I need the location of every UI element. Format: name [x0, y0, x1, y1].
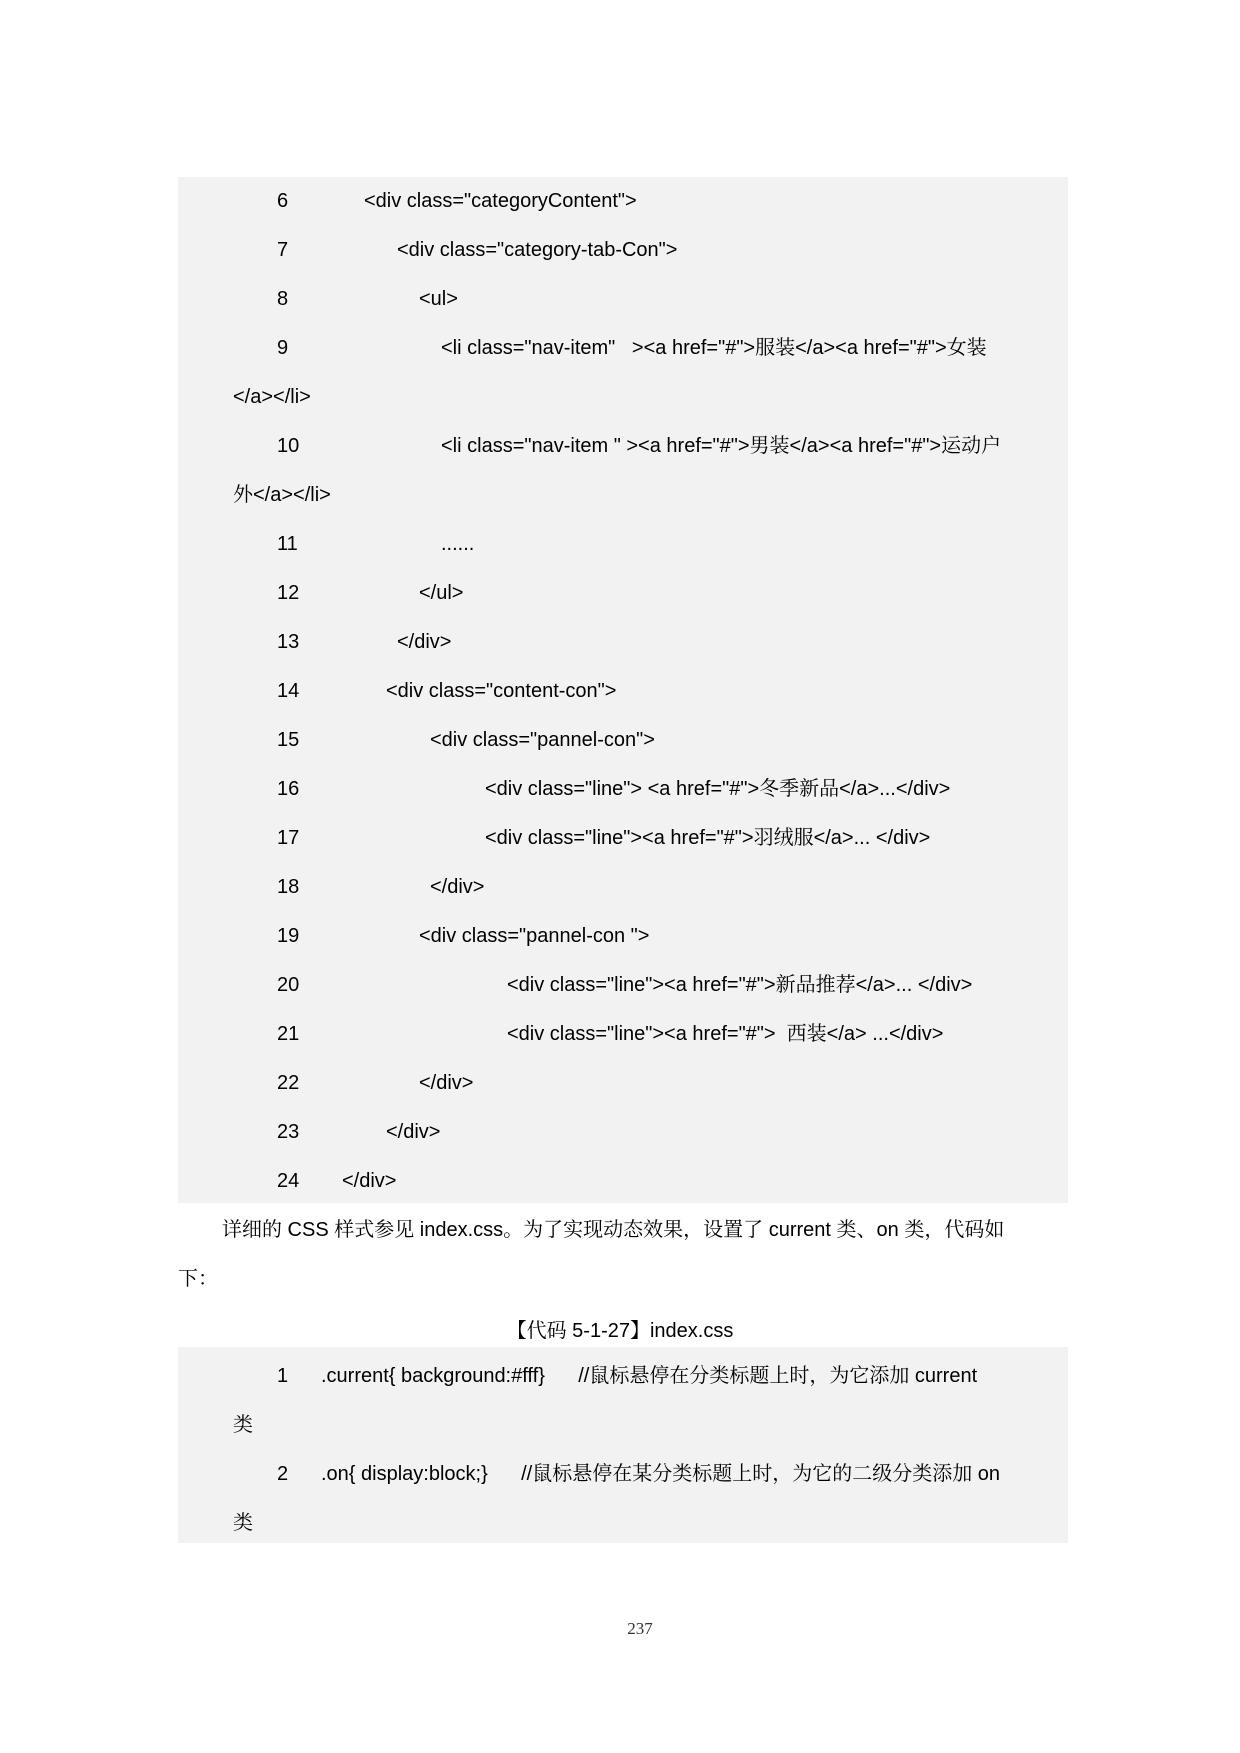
- code-line: <div class="pannel-con ">: [419, 925, 650, 947]
- code-line: <ul>: [419, 288, 458, 310]
- line-number: 1: [277, 1365, 289, 1387]
- code-line-continuation: </a></li>: [233, 386, 311, 408]
- code-line: <li class="nav-item" ><a href="#">服装</a><a href="#">女装: [441, 337, 987, 359]
- code-line: <div class="line"><a href="#">羽绒服</a>... </div>: [485, 827, 931, 849]
- code-line: ......: [441, 533, 475, 555]
- code-line: <div class="line"><a href="#"> 西装</a> ...</div>: [507, 1023, 944, 1045]
- code-line: </div>: [386, 1121, 441, 1143]
- line-number: 20: [277, 974, 300, 996]
- code-line: <div class="line"> <a href="#">冬季新品</a>...</div>: [485, 778, 951, 800]
- line-number: 9: [277, 337, 289, 359]
- line-number: 15: [277, 729, 300, 751]
- line-number: 2: [277, 1463, 289, 1485]
- line-number: 17: [277, 827, 300, 849]
- line-number: 16: [277, 778, 300, 800]
- code-caption: 【代码 5-1-27】index.css: [506, 1320, 734, 1342]
- line-number: 6: [277, 190, 289, 212]
- code-line-continuation: 类: [233, 1414, 253, 1436]
- code-line: <div class="line"><a href="#">新品推荐</a>... </div>: [507, 974, 973, 996]
- body-paragraph-line: 详细的 CSS 样式参见 index.css。为了实现动态效果，设置了 current 类、on 类，代码如: [222, 1219, 1005, 1241]
- code-line: </div>: [397, 631, 452, 653]
- code-line: <li class="nav-item " ><a href="#">男装</a><a href="#">运动户: [441, 435, 1002, 457]
- code-line: </div>: [419, 1072, 474, 1094]
- line-number: 21: [277, 1023, 300, 1045]
- code-line: </div>: [430, 876, 485, 898]
- code-line: <div class="categoryContent">: [364, 190, 637, 212]
- page-number: 237: [627, 1619, 653, 1638]
- code-line: <div class="pannel-con">: [430, 729, 655, 751]
- code-block-html: [178, 177, 1068, 1203]
- line-number: 23: [277, 1121, 300, 1143]
- line-number: 22: [277, 1072, 300, 1094]
- code-line: <div class="content-con">: [386, 680, 617, 702]
- code-line: .current{ background:#fff} //鼠标悬停在分类标题上时，为它添加 current: [321, 1365, 978, 1387]
- line-number: 10: [277, 435, 300, 457]
- code-line: </ul>: [419, 582, 464, 604]
- line-number: 13: [277, 631, 300, 653]
- body-paragraph-line: 下：: [178, 1268, 218, 1290]
- line-number: 19: [277, 925, 300, 947]
- code-line-continuation: 类: [233, 1512, 253, 1534]
- code-line: </div>: [342, 1170, 397, 1192]
- line-number: 7: [277, 239, 289, 261]
- line-number: 8: [277, 288, 289, 310]
- line-number: 18: [277, 876, 300, 898]
- line-number: 14: [277, 680, 300, 702]
- code-line: .on{ display:block;} //鼠标悬停在某分类标题上时，为它的二级分类添加 on: [321, 1463, 1001, 1485]
- line-number: 24: [277, 1170, 300, 1192]
- line-number: 11: [277, 533, 298, 555]
- code-line-continuation: 外</a></li>: [233, 484, 331, 506]
- line-number: 12: [277, 582, 300, 604]
- code-line: <div class="category-tab-Con">: [397, 239, 678, 261]
